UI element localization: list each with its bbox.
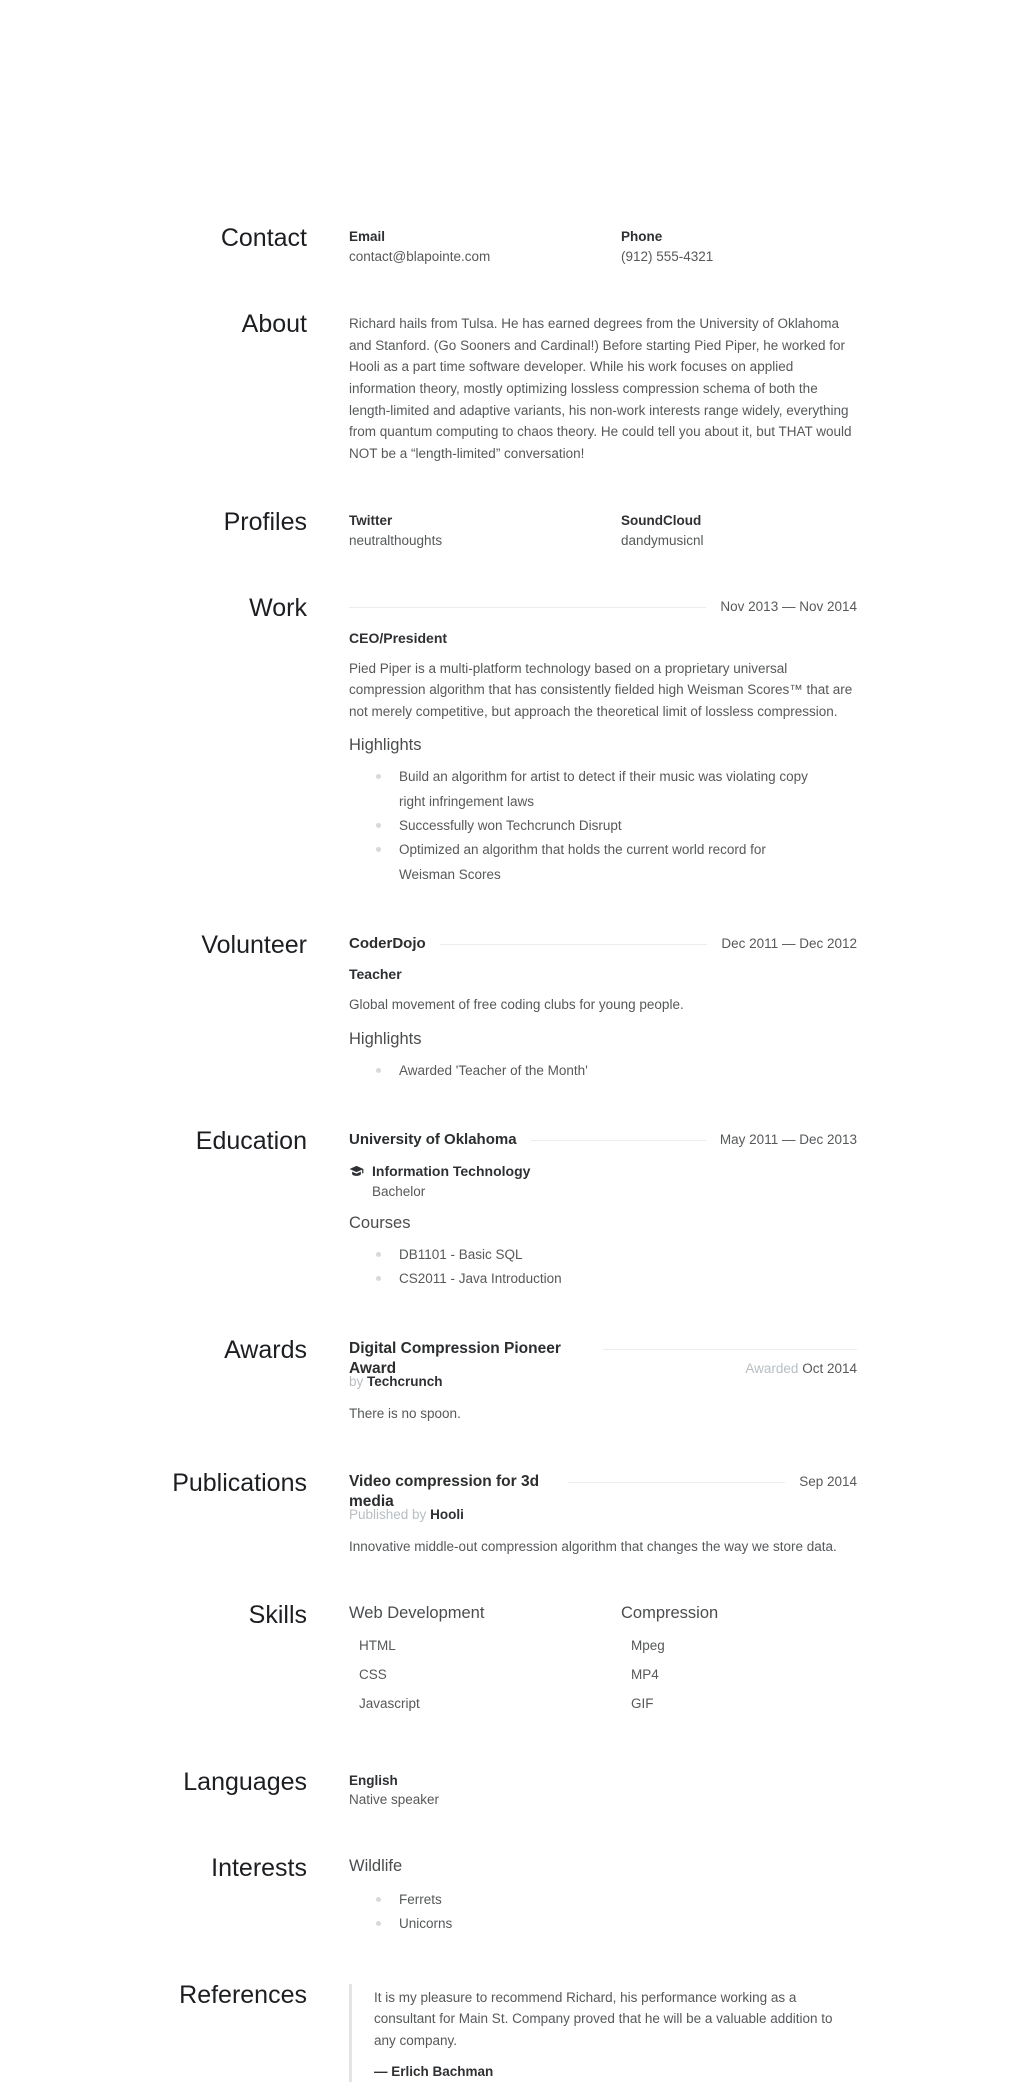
awards-section [167,1336,857,1425]
contact-section [167,224,857,266]
list-item: GIF [631,1695,654,1711]
contact-field-email [349,227,621,266]
about-heading: About [241,310,307,339]
list-item: CSS [359,1667,387,1683]
field-label: Phone [621,229,663,244]
divider-line [531,1140,706,1141]
study-type: Bachelor [372,1183,426,1199]
language-name: English [349,1772,398,1788]
references-section [167,1981,857,2083]
work-position: CEO/President [349,629,448,646]
profiles-section [167,508,857,550]
publications-heading: Publications [172,1468,307,1497]
interests-heading: Interests [211,1853,307,1882]
education-section [167,1127,857,1292]
volunteer-summary: Global movement of free coding clubs for young people. [349,997,684,1013]
divider-line [568,1482,785,1483]
skills-section [167,1601,857,1724]
references-heading: References [179,1980,307,2009]
list-item: Mpeg [631,1638,665,1654]
divider-line [440,944,708,945]
publisher-name: Hooli [430,1506,464,1522]
publications-section [167,1469,857,1558]
about-section [167,310,857,464]
field-label: Email [349,229,386,244]
list-item: Successfully won Techcrunch Disrupt [349,814,819,838]
field-label: Twitter [349,513,393,529]
languages-heading: Languages [183,1767,307,1796]
skill-group-web [349,1604,621,1724]
award-date-prefix: Awarded [745,1360,799,1376]
study-area: Information Technology [372,1163,531,1180]
list-item: Ferrets [349,1888,819,1912]
graduation-cap-icon [349,1164,364,1182]
interests-section [167,1854,857,1937]
list-item: MP4 [631,1667,659,1683]
education-area-row [349,1162,857,1202]
publication-date: Sep 2014 [799,1473,857,1489]
volunteer-heading: Volunteer [201,930,307,959]
education-date: May 2011 — Dec 2013 [719,1132,857,1148]
profile-twitter [349,511,621,550]
award-title: Digital Compression Pioneer Award [349,1339,561,1377]
list-item: Awarded 'Teacher of the Month' [349,1059,819,1083]
skills-groups [349,1604,857,1724]
education-entry-header [349,1130,857,1150]
list-item: Optimized an algorithm that holds the current world record for Weisman Scores [349,838,819,887]
byline-prefix: by [349,1374,364,1389]
language-fluency: Native speaker [349,1792,440,1808]
volunteer-entry-header [349,934,857,954]
awards-heading: Awards [224,1335,307,1364]
list-item: Build an algorithm for artist to detect if their music was violating copy right infringement laws [349,765,819,814]
work-highlights-list [349,765,857,886]
interest-group-wildlife [349,1857,857,1937]
reference-text: It is my pleasure to recommend Richard, his performance working as a consultant for Main St. Company proved that he will be a valuable addition to any company. [374,1989,833,2049]
skill-group-compression [621,1604,857,1724]
profiles-fields [349,511,857,550]
list-item: HTML [359,1638,396,1654]
interest-group-name: Wildlife [349,1856,403,1875]
language-item [349,1771,857,1810]
work-heading: Work [249,594,307,623]
courses-list [349,1243,857,1292]
award-entry-header [349,1339,857,1379]
soundcloud-username: dandymusicnl [621,532,704,548]
volunteer-section [167,931,857,1083]
skill-keywords-list [621,1637,857,1714]
twitter-username: neutralthoughts [349,532,443,548]
reference-quote [349,1984,857,2083]
organization-name: CoderDojo [349,934,426,952]
contact-fields [349,227,857,266]
skill-keywords-list [349,1637,621,1714]
volunteer-date: Dec 2011 — Dec 2012 [721,935,857,951]
volunteer-highlights-heading: Highlights [349,1029,422,1048]
work-highlights-heading: Highlights [349,736,422,755]
awarder-name: Techcrunch [367,1374,443,1389]
phone-value: (912) 555-4321 [621,248,714,264]
skill-group-name: Web Development [349,1604,485,1623]
list-item: DB1101 - Basic SQL [349,1243,819,1267]
profiles-heading: Profiles [223,508,307,537]
award-date-value: Oct 2014 [802,1360,857,1376]
award-summary: There is no spoon. [349,1406,461,1421]
award-header-right [603,1339,857,1379]
work-date: Nov 2013 — Nov 2014 [720,599,857,615]
institution-name: University of Oklahoma [349,1131,517,1149]
work-summary: Pied Piper is a multi-platform technology based on a proprietary universal compression algorithm that has consistently fielded high Weisman Scores™ that are not merely competitive, but approach the theoretical limit of lossless compression. [349,660,853,719]
contact-heading: Contact [220,224,307,252]
courses-heading: Courses [349,1214,411,1233]
about-text: Richard hails from Tulsa. He has earned degrees from the University of Oklahoma and Stanford. (Go Sooners and Cardinal!) Before starting Pied Piper, he worked for Hooli as a part time software developer. While his work focuses on applied information theory, mostly optimizing lossless compression schema of both the length-limited and adaptive variants, his non-work interests range widely, everything from quantum computing to chaos theory. He could tell you about it, but THAT would NOT be a “length-limited” conversation! [349,316,852,461]
contact-field-phone [621,227,857,266]
volunteer-position: Teacher [349,966,402,983]
byline-prefix: Published by [349,1506,427,1522]
education-heading: Education [195,1127,307,1156]
publication-summary: Innovative middle-out compression algorithm that changes the way we store data. [349,1538,837,1554]
resume-page [167,0,857,2082]
publication-header-right [568,1472,857,1492]
languages-section [167,1768,857,1810]
list-item: CS2011 - Java Introduction [349,1267,819,1291]
work-entry-header [349,597,857,617]
list-item: Javascript [359,1695,420,1711]
reference-author: — Erlich Bachman [374,2064,494,2080]
publication-title: Video compression for 3d media [349,1472,540,1510]
email-value: contact@blapointe.com [349,248,491,264]
work-section [167,594,857,887]
skills-heading: Skills [248,1601,307,1630]
divider-line [603,1349,857,1350]
interest-keywords-list [349,1888,857,1937]
profile-soundcloud [621,511,857,550]
list-item: Unicorns [349,1912,819,1936]
skill-group-name: Compression [621,1604,719,1623]
field-label: SoundCloud [621,513,702,529]
publication-entry-header [349,1472,857,1512]
divider-line [349,607,706,608]
volunteer-highlights-list [349,1059,857,1083]
